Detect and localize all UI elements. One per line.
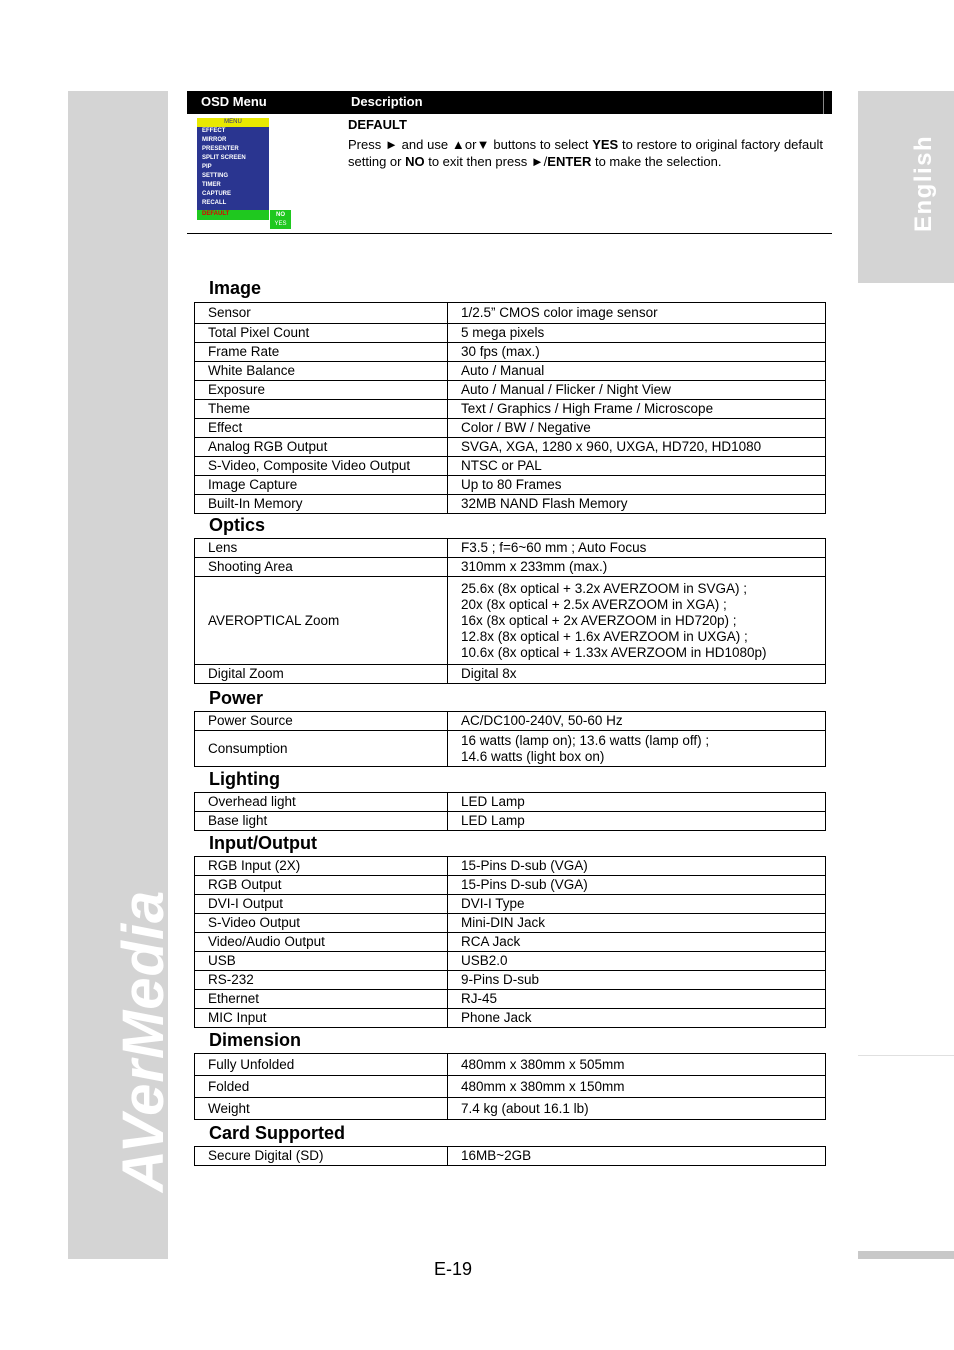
language-tab xyxy=(858,91,954,283)
spec-label: Weight xyxy=(195,1098,448,1120)
table-row xyxy=(195,793,826,812)
description-keyword: NO xyxy=(405,154,425,169)
spec-label: Theme xyxy=(195,400,448,419)
table-row xyxy=(195,731,826,767)
spec-label: Consumption xyxy=(195,731,448,767)
table-row xyxy=(195,577,826,665)
table-row xyxy=(195,876,826,895)
table-row xyxy=(195,324,826,343)
menu-no-option: NO xyxy=(270,210,291,220)
table-row xyxy=(195,419,826,438)
table-row xyxy=(195,990,826,1009)
table-row xyxy=(195,1054,826,1076)
table-row xyxy=(195,438,826,457)
table-row xyxy=(195,381,826,400)
spec-value: Up to 80 Frames xyxy=(448,476,826,495)
spec-value: USB2.0 xyxy=(448,952,826,971)
table-row xyxy=(195,1076,826,1098)
menu-list xyxy=(197,127,269,210)
spec-value: RCA Jack xyxy=(448,933,826,952)
spec-label: Fully Unfolded xyxy=(195,1054,448,1076)
spec-value: 30 fps (max.) xyxy=(448,343,826,362)
osd-menu-heading: OSD Menu xyxy=(201,94,267,109)
menu-item: RECALL xyxy=(202,200,227,206)
table-row xyxy=(195,812,826,831)
spec-value: 480mm x 380mm x 505mm xyxy=(448,1054,826,1076)
menu-header: MENU xyxy=(197,118,269,127)
spec-label: USB xyxy=(195,952,448,971)
table-row xyxy=(195,1009,826,1028)
menu-yes-option: YES xyxy=(270,220,291,229)
spec-value: Text / Graphics / High Frame / Microscope xyxy=(448,400,826,419)
table-row xyxy=(195,457,826,476)
spec-label: Video/Audio Output xyxy=(195,933,448,952)
osd-table-header xyxy=(187,91,832,114)
divider xyxy=(858,1251,954,1259)
spec-value: 15-Pins D-sub (VGA) xyxy=(448,876,826,895)
spec-label: Image Capture xyxy=(195,476,448,495)
spec-label: Total Pixel Count xyxy=(195,324,448,343)
spec-value: Auto / Manual / Flicker / Night View xyxy=(448,381,826,400)
spec-value: NTSC or PAL xyxy=(448,457,826,476)
osd-item-title: DEFAULT xyxy=(348,117,407,132)
description-keyword: YES xyxy=(592,137,619,152)
spec-value: 32MB NAND Flash Memory xyxy=(448,495,826,514)
spec-label: RGB Input (2X) xyxy=(195,857,448,876)
description-text: Press ► and use ▲or▼ buttons to select xyxy=(348,137,593,152)
spec-label: S-Video Output xyxy=(195,914,448,933)
section-title: Dimension xyxy=(209,1030,302,1050)
spec-value: AC/DC100-240V, 50-60 Hz xyxy=(448,712,826,731)
divider xyxy=(187,233,832,234)
spec-value: 1/2.5” CMOS color image sensor xyxy=(448,303,826,324)
spec-value: SVGA, XGA, 1280 x 960, UXGA, HD720, HD1080 xyxy=(448,438,826,457)
osd-item-description xyxy=(348,136,823,170)
description-text: to make the selection. xyxy=(591,154,722,169)
spec-label: Shooting Area xyxy=(195,558,448,577)
spec-label: Ethernet xyxy=(195,990,448,1009)
spec-label: MIC Input xyxy=(195,1009,448,1028)
table-row xyxy=(195,914,826,933)
spec-value: Auto / Manual xyxy=(448,362,826,381)
menu-item: MIRROR xyxy=(202,137,227,143)
spec-table xyxy=(194,856,826,1028)
menu-item: TIMER xyxy=(202,182,221,188)
table-row xyxy=(195,1147,826,1166)
menu-item: CAPTURE xyxy=(202,191,232,197)
spec-label: Overhead light xyxy=(195,793,448,812)
divider xyxy=(823,91,824,114)
spec-label: DVI-I Output xyxy=(195,895,448,914)
spec-value: 7.4 kg (about 16.1 lb) xyxy=(448,1098,826,1120)
section-title: Power xyxy=(209,688,264,708)
language-tab-label: English xyxy=(910,134,937,232)
spec-label: White Balance xyxy=(195,362,448,381)
spec-label: Digital Zoom xyxy=(195,665,448,684)
spec-value: LED Lamp xyxy=(448,793,826,812)
table-row xyxy=(195,712,826,731)
menu-item: EFFECT xyxy=(202,128,226,134)
section-title: Optics xyxy=(209,515,266,535)
table-row xyxy=(195,933,826,952)
spec-value: RJ-45 xyxy=(448,990,826,1009)
page-number: E-19 xyxy=(434,1259,473,1279)
osd-menu-screenshot xyxy=(197,118,292,230)
table-row xyxy=(195,1098,826,1120)
spec-value: Phone Jack xyxy=(448,1009,826,1028)
menu-item: SETTING xyxy=(202,173,229,179)
description-keyword: ENTER xyxy=(547,154,592,169)
spec-label: Power Source xyxy=(195,712,448,731)
table-row xyxy=(195,971,826,990)
menu-selected-item xyxy=(197,210,269,220)
spec-value: 15-Pins D-sub (VGA) xyxy=(448,857,826,876)
section-title: Input/Output xyxy=(209,833,317,853)
spec-label: S-Video, Composite Video Output xyxy=(195,457,448,476)
spec-label: Effect xyxy=(195,419,448,438)
spec-value: Color / BW / Negative xyxy=(448,419,826,438)
spec-label: Sensor xyxy=(195,303,448,324)
table-row xyxy=(195,476,826,495)
spec-value: 25.6x (8x optical + 3.2x AVERZOOM in SVGA) ; 20x (8x optical + 2.5x AVERZOOM in XGA) ; 16x (8x optical + 2x AVERZOOM in HD720p) ; 12.8x (8x optical + 1.6x AVERZOOM in UXGA) ; 10.6x (8x optical + 1.33x AVERZOOM in HD1080p) xyxy=(448,577,826,665)
spec-value: Digital 8x xyxy=(448,665,826,684)
spec-value: 16 watts (lamp on); 13.6 watts (lamp off) ; 14.6 watts (light box on) xyxy=(448,731,826,767)
spec-label: Analog RGB Output xyxy=(195,438,448,457)
spec-label: Built-In Memory xyxy=(195,495,448,514)
table-row xyxy=(195,343,826,362)
spec-label: AVEROPTICAL Zoom xyxy=(195,577,448,665)
spec-label: RS-232 xyxy=(195,971,448,990)
table-row xyxy=(195,665,826,684)
menu-item: SPLIT SCREEN xyxy=(202,155,246,161)
menu-item: PIP xyxy=(202,164,212,170)
spec-table xyxy=(194,302,826,514)
spec-value: 9-Pins D-sub xyxy=(448,971,826,990)
spec-table xyxy=(194,1146,826,1166)
section-title: Card Supported xyxy=(209,1123,346,1143)
description-heading: Description xyxy=(351,94,423,109)
divider xyxy=(858,1055,954,1056)
section-title: Image xyxy=(209,278,262,298)
description-text: to exit then press ►/ xyxy=(424,154,548,169)
spec-label: Secure Digital (SD) xyxy=(195,1147,448,1166)
spec-value: LED Lamp xyxy=(448,812,826,831)
table-row xyxy=(195,952,826,971)
spec-label: Lens xyxy=(195,539,448,558)
table-row xyxy=(195,303,826,324)
section-title: Lighting xyxy=(209,769,280,789)
brand-logo: AVerMedia xyxy=(111,889,176,1192)
spec-table xyxy=(194,711,826,767)
spec-label: Exposure xyxy=(195,381,448,400)
spec-value: DVI-I Type xyxy=(448,895,826,914)
table-row xyxy=(195,362,826,381)
menu-selected-label: DEFAULT xyxy=(202,211,230,217)
table-row xyxy=(195,857,826,876)
spec-label: Base light xyxy=(195,812,448,831)
description-text: to restore to original factory default setting or xyxy=(348,137,823,169)
table-row xyxy=(195,539,826,558)
spec-label: RGB Output xyxy=(195,876,448,895)
table-row xyxy=(195,895,826,914)
spec-value: 16MB~2GB xyxy=(448,1147,826,1166)
spec-table xyxy=(194,792,826,831)
spec-label: Frame Rate xyxy=(195,343,448,362)
table-row xyxy=(195,495,826,514)
spec-value: 310mm x 233mm (max.) xyxy=(448,558,826,577)
table-row xyxy=(195,558,826,577)
spec-value: 480mm x 380mm x 150mm xyxy=(448,1076,826,1098)
spec-value: 5 mega pixels xyxy=(448,324,826,343)
menu-item: PRESENTER xyxy=(202,146,239,152)
spec-value: Mini-DIN Jack xyxy=(448,914,826,933)
table-row xyxy=(195,400,826,419)
spec-value: F3.5 ; f=6~60 mm ; Auto Focus xyxy=(448,539,826,558)
spec-table xyxy=(194,1053,826,1120)
spec-table xyxy=(194,538,826,684)
spec-label: Folded xyxy=(195,1076,448,1098)
